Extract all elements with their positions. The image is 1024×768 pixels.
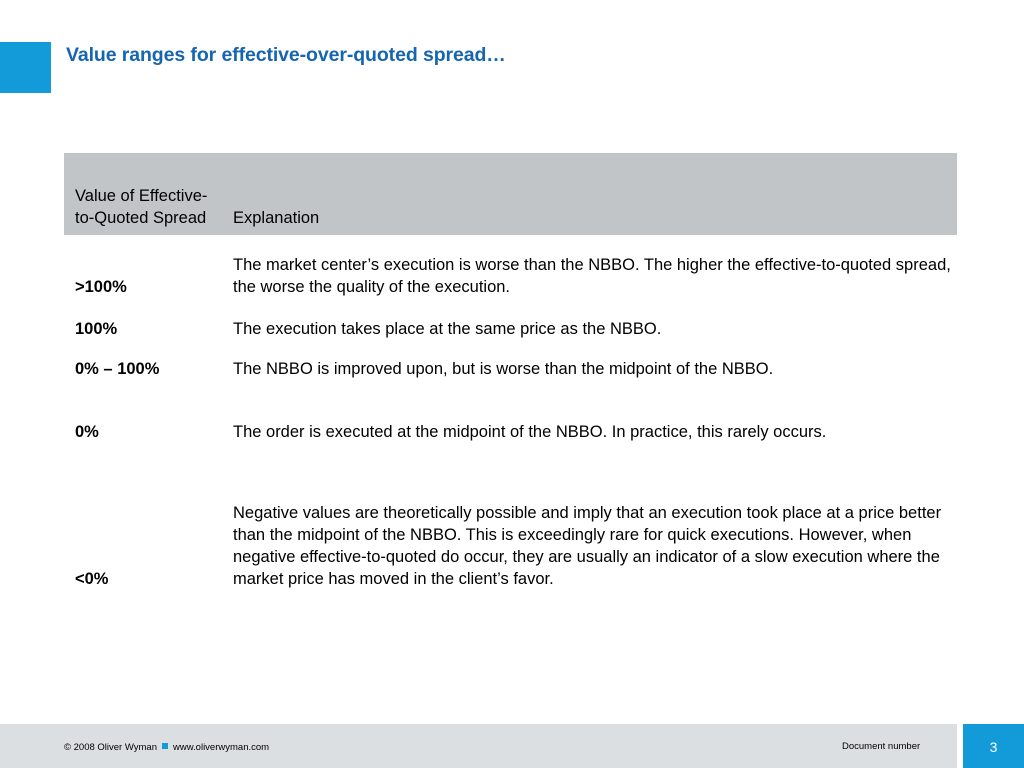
footer xyxy=(0,724,957,768)
table-row xyxy=(64,443,957,591)
row-explanation: The execution takes place at the same price as the NBBO. xyxy=(233,320,662,338)
table-row xyxy=(64,340,957,380)
spread-table xyxy=(64,153,957,591)
footer-left xyxy=(64,742,269,753)
header-explanation: Explanation xyxy=(233,153,957,235)
row-explanation: The market center’s execution is worse than the NBBO. The higher the effective-to-quoted spread, the worse the quality of the execution. xyxy=(233,256,951,296)
copyright: © 2008 Oliver Wyman xyxy=(64,742,157,753)
row-value: >100% xyxy=(75,278,127,296)
row-value: 0% xyxy=(75,423,99,441)
table-row xyxy=(64,299,957,340)
table-row xyxy=(64,235,957,299)
header-value: Value of Effective-to-Quoted Spread xyxy=(64,153,233,235)
row-explanation: The order is executed at the midpoint of the NBBO. In practice, this rarely occurs. xyxy=(233,423,827,441)
page-number-box xyxy=(963,724,1024,768)
slide-title: Value ranges for effective-over-quoted spread… xyxy=(66,44,506,66)
row-value: 100% xyxy=(75,320,118,338)
row-value: <0% xyxy=(75,570,109,588)
row-explanation: Negative values are theoretically possible and imply that an execution took place at a price better than the midpoint of the NBBO. This is exceedingly rare for quick executions. However, when negative effective-to-quoted do occur, they are usually an indicator of a slow execution where the market price has moved in the client’s favor. xyxy=(233,504,942,588)
document-number: Document number xyxy=(842,741,921,752)
square-bullet-icon xyxy=(162,743,168,749)
row-value: 0% – 100% xyxy=(75,360,160,378)
table-row xyxy=(64,380,957,443)
row-explanation: The NBBO is improved upon, but is worse than the midpoint of the NBBO. xyxy=(233,360,774,378)
table-header-row xyxy=(64,153,957,235)
page-number: 3 xyxy=(989,739,998,755)
website-link[interactable]: www.oliverwyman.com xyxy=(172,742,270,753)
accent-square xyxy=(0,42,51,93)
